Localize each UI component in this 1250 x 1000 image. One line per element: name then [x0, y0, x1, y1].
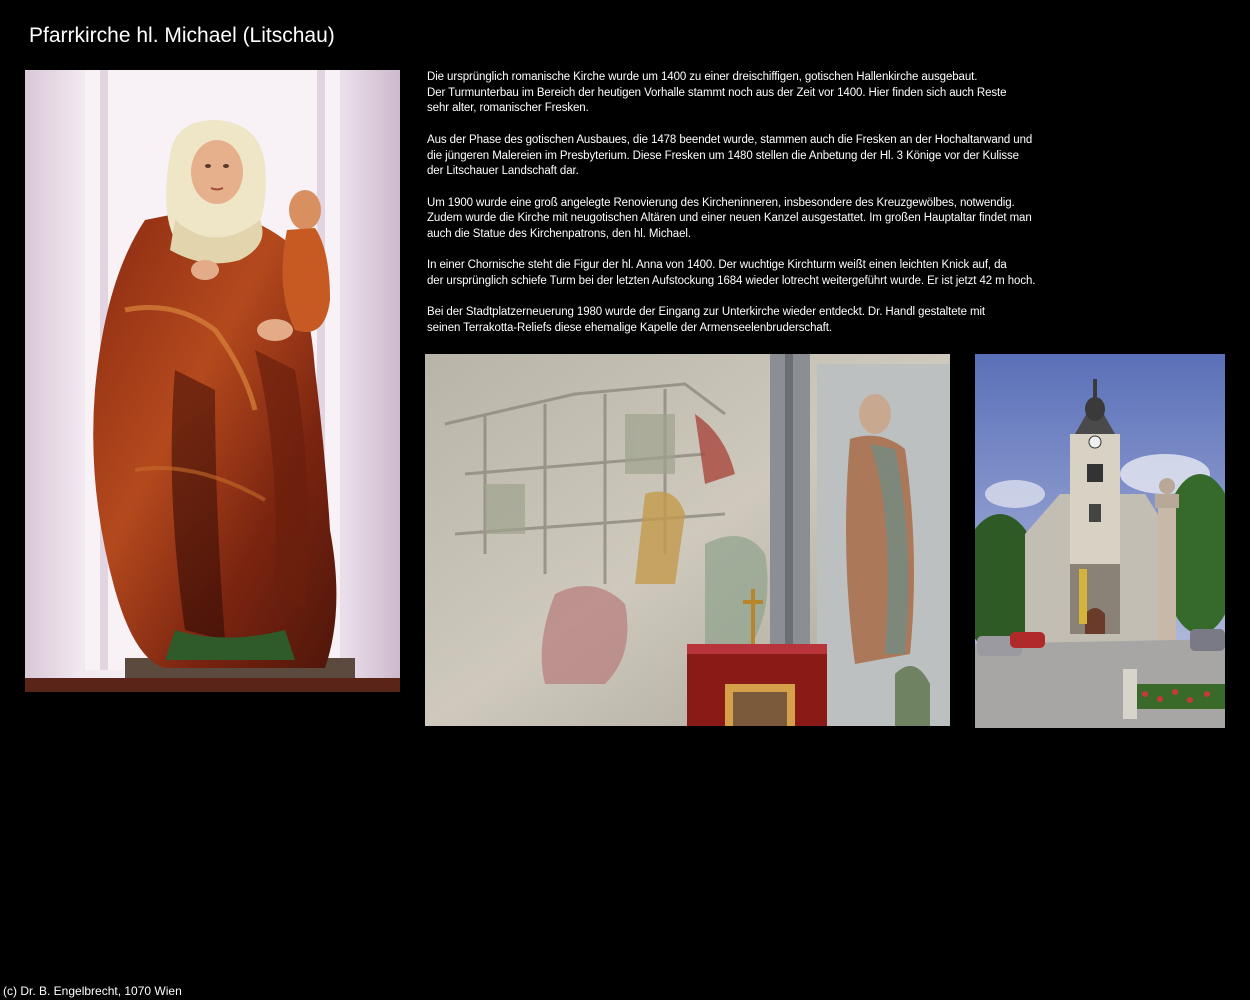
paragraph-line: Der Turmunterbau im Bereich der heutigen Vorhalle stammt noch aus der Zeit vor 1400. Hier finden sich auch Reste: [427, 86, 1007, 99]
paragraph-line: Um 1900 wurde eine groß angelegte Renovierung des Kircheninneren, insbesondere des Kreuzgewölbes, notwendig.: [427, 196, 1015, 209]
statue-photo[interactable]: [25, 70, 400, 692]
paragraph-line: auch die Statue des Kirchenpatrons, den hl. Michael.: [427, 228, 691, 240]
paragraph-2: [427, 133, 1117, 180]
paragraph-5: [427, 305, 1117, 336]
paragraph-4: [427, 258, 1117, 289]
paragraph-line: seinen Terrakotta-Reliefs diese ehemalige Kapelle der Armenseelenbruderschaft.: [427, 322, 832, 335]
description-text: [427, 70, 1117, 353]
paragraph-1: [427, 70, 1117, 117]
paragraph-line: der ursprünglich schiefe Turm bei der letzten Aufstockung 1684 wieder lotrecht weitergeführt wurde. Er ist jetzt 42 m hoch.: [427, 275, 1036, 288]
church-photo[interactable]: [975, 354, 1225, 728]
paragraph-line: die jüngeren Malereien im Presbyterium. Diese Fresken um 1480 stellen die Anbetung der Hl. 3 Könige vor der Kulisse: [427, 149, 1019, 162]
statue-image: [25, 70, 400, 692]
paragraph-3: [427, 196, 1117, 243]
paragraph-line: sehr alter, romanischer Fresken.: [427, 102, 589, 115]
paragraph-line: Bei der Stadtplatzerneuerung 1980 wurde der Eingang zur Unterkirche wieder entdeckt. Dr. Handl gestaltete mit: [427, 306, 986, 319]
copyright-footer: (c) Dr. B. Engelbrecht, 1070 Wien: [3, 984, 182, 998]
paragraph-line: Die ursprünglich romanische Kirche wurde um 1400 zu einer dreischiffigen, gotischen Hallenkirche ausgebaut.: [427, 71, 978, 83]
fresco-image: [425, 354, 950, 726]
fresco-photo[interactable]: [425, 354, 950, 726]
paragraph-line: Zudem wurde die Kirche mit neugotischen Altären und einer neuen Kanzel ausgestattet. Im großen Hauptaltar findet man: [427, 212, 1032, 225]
paragraph-line: In einer Chornische steht die Figur der hl. Anna von 1400. Der wuchtige Kirchturm weißt einen leichten Knick auf, da: [427, 259, 1007, 272]
paragraph-line: Aus der Phase des gotischen Ausbaues, die 1478 beendet wurde, stammen auch die Fresken an der Hochaltarwand und: [427, 133, 1033, 146]
page-title: Pfarrkirche hl. Michael (Litschau): [29, 24, 335, 47]
church-image: [975, 354, 1225, 728]
paragraph-line: der Litschauer Landschaft dar.: [427, 165, 579, 178]
